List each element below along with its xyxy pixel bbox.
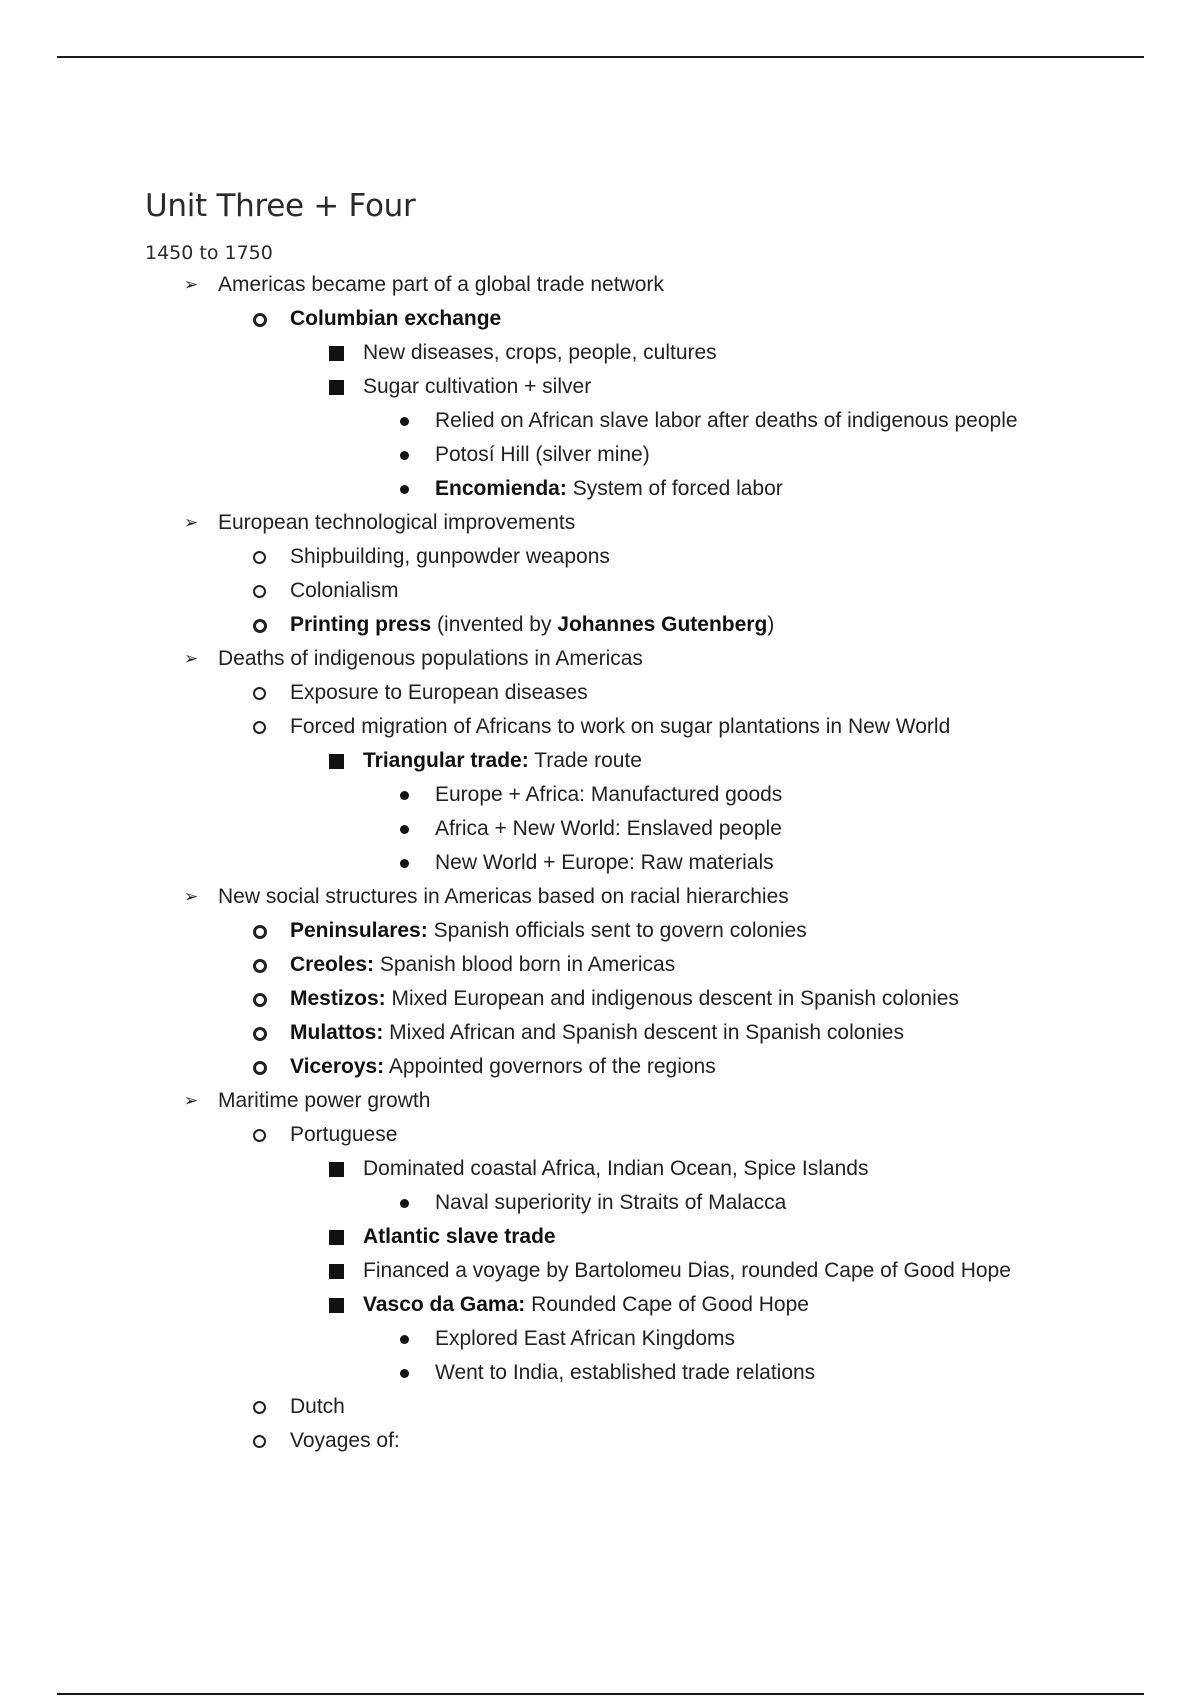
ring-icon [253, 1401, 266, 1414]
outline-term: Atlantic slave trade [363, 1225, 556, 1248]
outline-text: Deaths of indigenous populations in Americas [218, 647, 643, 670]
outline-item [0, 370, 1200, 404]
page-subtitle: 1450 to 1750 [145, 242, 273, 264]
arrow-icon: ➢ [184, 649, 199, 668]
outline-text: Africa + New World: Enslaved people [435, 817, 782, 840]
outline-text: Spanish officials sent to govern colonies [427, 919, 807, 942]
ring-icon [253, 925, 267, 939]
outline-item [0, 948, 1200, 982]
outline-item [0, 1152, 1200, 1186]
outline-text: Mixed African and Spanish descent in Spanish colonies [383, 1021, 904, 1044]
outline-item [0, 1424, 1200, 1458]
dot-icon [400, 825, 409, 834]
dot-icon [400, 417, 409, 426]
outline-text: (invented by [431, 613, 558, 636]
outline-item [0, 1050, 1200, 1084]
outline-text: Shipbuilding, gunpowder weapons [290, 545, 610, 568]
dot-icon [400, 1369, 409, 1378]
outline-term: Mestizos: [290, 987, 386, 1010]
ring-icon [253, 959, 267, 973]
outline-text: Went to India, established trade relations [435, 1361, 816, 1384]
arrow-icon: ➢ [184, 1091, 199, 1110]
dot-icon [400, 485, 409, 494]
outline-item [0, 1254, 1200, 1288]
outline-item [0, 1084, 1200, 1118]
outline-text: System of forced labor [566, 477, 783, 500]
page-title: Unit Three + Four [145, 188, 416, 224]
outline-item [0, 676, 1200, 710]
outline-text: Portuguese [290, 1123, 398, 1146]
outline-text: Naval superiority in Straits of Malacca [435, 1191, 787, 1214]
outline-text: New diseases, crops, people, cultures [363, 341, 717, 364]
outline-item [0, 506, 1200, 540]
outline-text: Colonialism [290, 579, 399, 602]
outline-text: Forced migration of Africans to work on sugar plantations in New World [290, 715, 951, 738]
square-icon [329, 754, 344, 769]
outline-text: Americas became part of a global trade network [218, 273, 664, 296]
ring-icon [253, 619, 267, 633]
outline-term: Peninsulares: [290, 919, 428, 942]
outline-item [0, 710, 1200, 744]
outline-text: Appointed governors of the regions [384, 1055, 716, 1078]
outline-item [0, 268, 1200, 302]
square-icon [329, 380, 344, 395]
outline-text: Potosí Hill (silver mine) [435, 443, 650, 466]
dot-icon [400, 791, 409, 800]
outline-item [0, 438, 1200, 472]
outline-item [0, 1118, 1200, 1152]
outline-text: Dominated coastal Africa, Indian Ocean, Spice Islands [363, 1157, 869, 1180]
square-icon [329, 1162, 344, 1177]
outline-item [0, 1186, 1200, 1220]
outline-item [0, 574, 1200, 608]
dot-icon [400, 1335, 409, 1344]
square-icon [329, 346, 344, 361]
square-icon [329, 1298, 344, 1313]
outline-text: New social structures in Americas based on racial hierarchies [218, 885, 789, 908]
outline-item [0, 880, 1200, 914]
outline-text: Spanish blood born in Americas [374, 953, 676, 976]
outline-item [0, 540, 1200, 574]
outline-term: Triangular trade: [363, 749, 529, 772]
arrow-icon: ➢ [184, 887, 199, 906]
ring-icon [253, 551, 266, 564]
notes-outline [0, 268, 1200, 1458]
outline-text: European technological improvements [218, 511, 576, 534]
outline-text: Europe + Africa: Manufactured goods [435, 783, 783, 806]
outline-text: Maritime power growth [218, 1089, 431, 1112]
outline-term: Printing press [290, 613, 432, 636]
outline-item [0, 778, 1200, 812]
outline-item [0, 404, 1200, 438]
ring-icon [253, 1129, 266, 1142]
outline-item [0, 1356, 1200, 1390]
outline-text: Mixed European and indigenous descent in Spanish colonies [385, 987, 959, 1010]
ring-icon [253, 313, 267, 327]
ring-icon [253, 993, 267, 1007]
arrow-icon: ➢ [184, 275, 199, 294]
dot-icon [400, 451, 409, 460]
outline-text: Exposure to European diseases [290, 681, 588, 704]
outline-item [0, 1390, 1200, 1424]
outline-term: Creoles: [290, 953, 375, 976]
ring-icon [253, 721, 266, 734]
ring-icon [253, 585, 266, 598]
outline-term: Columbian exchange [290, 307, 502, 330]
outline-text: New World + Europe: Raw materials [435, 851, 774, 874]
outline-item [0, 1220, 1200, 1254]
outline-item [0, 642, 1200, 676]
outline-text: Trade route [528, 749, 642, 772]
outline-item [0, 846, 1200, 880]
ring-icon [253, 1027, 267, 1041]
outline-item [0, 302, 1200, 336]
square-icon [329, 1230, 344, 1245]
outline-text: Explored East African Kingdoms [435, 1327, 735, 1350]
ring-icon [253, 1061, 267, 1075]
outline-term: Vasco da Gama: [363, 1293, 526, 1316]
bottom-divider [57, 1693, 1144, 1695]
ring-icon [253, 1435, 266, 1448]
outline-text: Rounded Cape of Good Hope [525, 1293, 809, 1316]
outline-text: ) [767, 613, 775, 636]
outline-term: Encomienda: [435, 477, 567, 500]
square-icon [329, 1264, 344, 1279]
outline-term: Mulattos: [290, 1021, 384, 1044]
outline-text: Dutch [290, 1395, 345, 1418]
outline-item [0, 1016, 1200, 1050]
outline-item [0, 608, 1200, 642]
outline-item [0, 982, 1200, 1016]
outline-item [0, 1322, 1200, 1356]
outline-text: Financed a voyage by Bartolomeu Dias, rounded Cape of Good Hope [363, 1259, 1011, 1282]
outline-text: Sugar cultivation + silver [363, 375, 592, 398]
outline-item [0, 472, 1200, 506]
ring-icon [253, 687, 266, 700]
outline-text: Voyages of: [290, 1429, 400, 1452]
outline-term: Johannes Gutenberg [557, 613, 768, 636]
outline-item [0, 336, 1200, 370]
outline-term: Viceroys: [290, 1055, 385, 1078]
outline-item [0, 914, 1200, 948]
outline-text: Relied on African slave labor after deaths of indigenous people [435, 409, 1018, 432]
outline-item [0, 1288, 1200, 1322]
outline-item [0, 744, 1200, 778]
dot-icon [400, 1199, 409, 1208]
arrow-icon: ➢ [184, 513, 199, 532]
dot-icon [400, 859, 409, 868]
top-divider [57, 56, 1144, 58]
outline-item [0, 812, 1200, 846]
